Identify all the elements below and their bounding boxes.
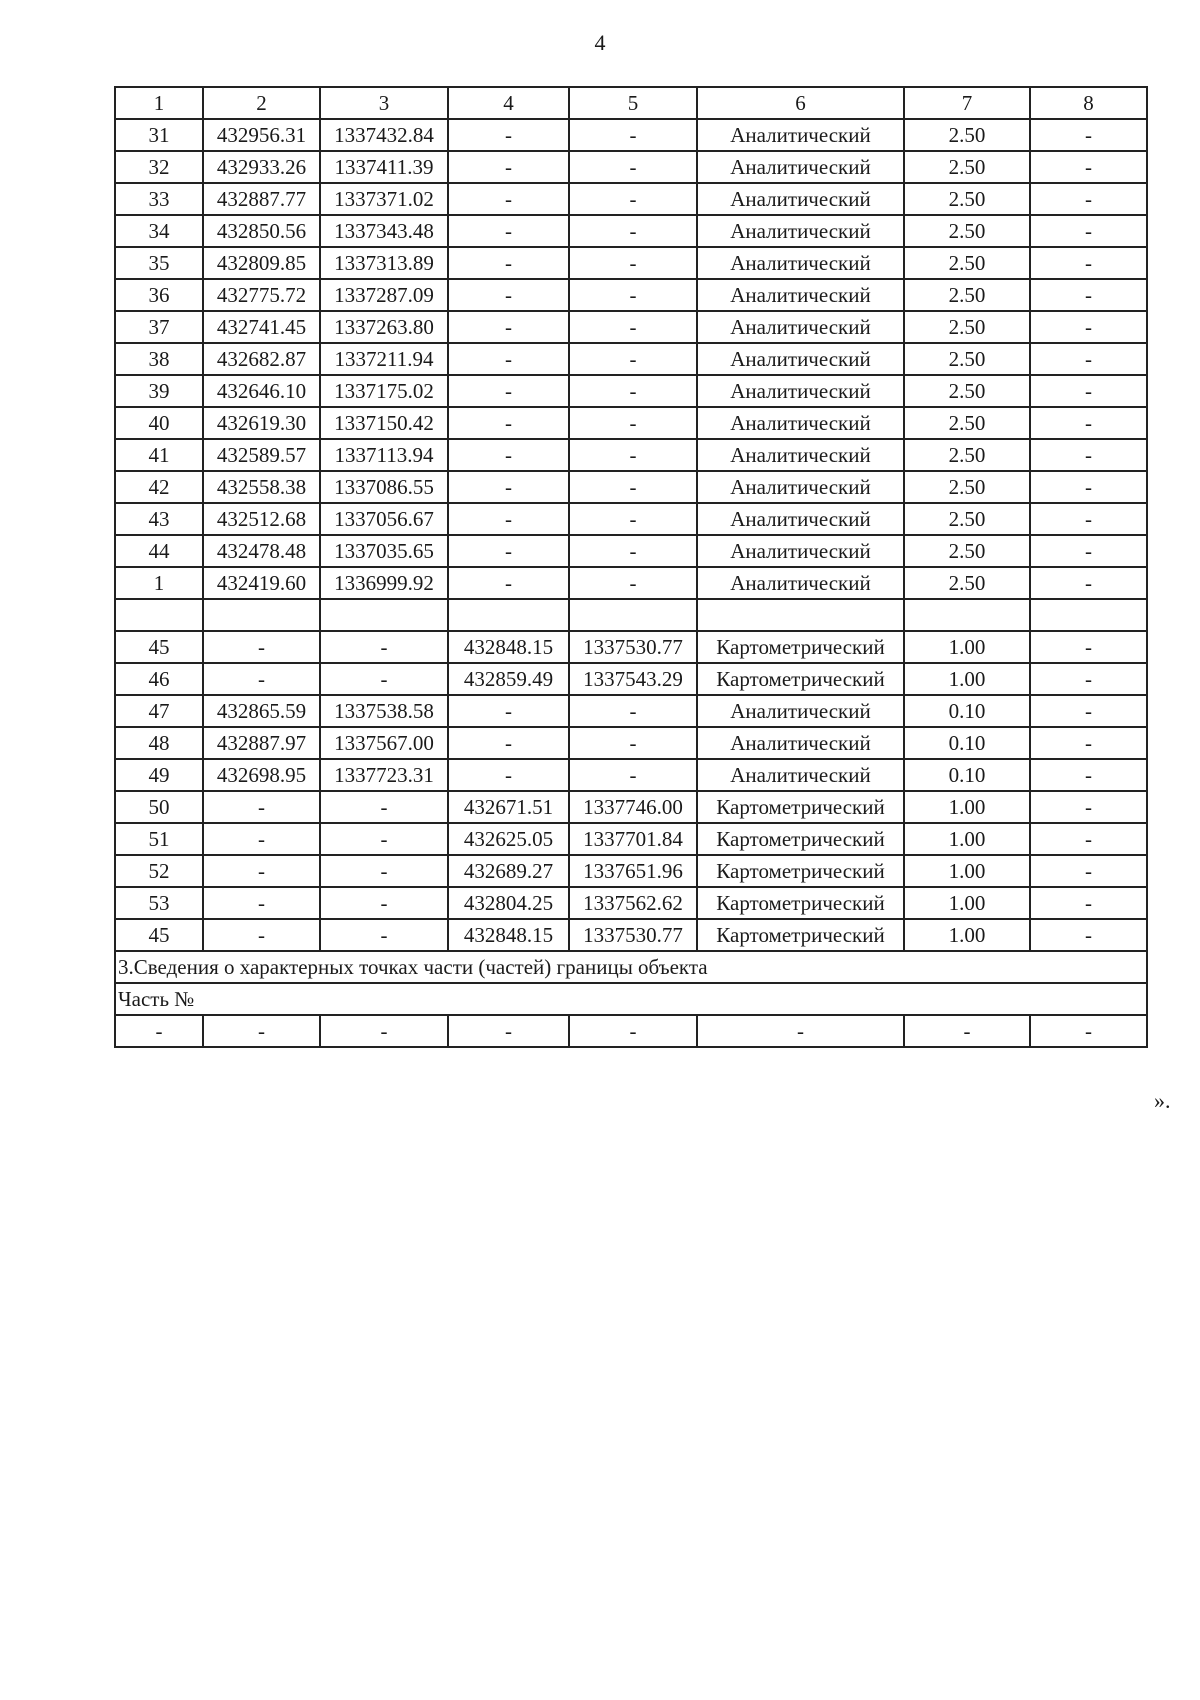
table-cell (115, 599, 203, 631)
table-cell: - (1030, 823, 1147, 855)
page-number: 4 (594, 30, 606, 55)
table-cell: - (448, 439, 569, 471)
table-row (115, 631, 1147, 663)
table-cell: 49 (115, 759, 203, 791)
table-cell: 2.50 (904, 119, 1030, 151)
table-cell: 1.00 (904, 631, 1030, 663)
table-cell: 1.00 (904, 663, 1030, 695)
table-cell: 0.10 (904, 727, 1030, 759)
table-cell: 432775.72 (203, 279, 320, 311)
table-cell: 2.50 (904, 375, 1030, 407)
table-cell: - (569, 471, 697, 503)
table-cell: 1337701.84 (569, 823, 697, 855)
table-cell: 432809.85 (203, 247, 320, 279)
table-cell: - (1030, 887, 1147, 919)
table-cell: 1337175.02 (320, 375, 448, 407)
table-cell: 1337113.94 (320, 439, 448, 471)
table-cell: 36 (115, 279, 203, 311)
table-cell: - (569, 695, 697, 727)
table-cell: - (1030, 119, 1147, 151)
table-cell: 43 (115, 503, 203, 535)
table-cell: - (1030, 215, 1147, 247)
table-row (115, 855, 1147, 887)
table-cell: - (448, 279, 569, 311)
table-cell: - (1030, 375, 1147, 407)
table-cell: - (1030, 567, 1147, 599)
table-cell: Аналитический (697, 311, 904, 343)
table-cell: - (320, 823, 448, 855)
table-cell: 432671.51 (448, 791, 569, 823)
table-cell: Картометрический (697, 823, 904, 855)
table-cell (569, 599, 697, 631)
table-cell: 432741.45 (203, 311, 320, 343)
table-row (115, 535, 1147, 567)
table-row (115, 471, 1147, 503)
part-label-row (115, 983, 1147, 1015)
table-cell: 3 (320, 87, 448, 119)
table-cell: Картометрический (697, 919, 904, 951)
table-cell: 47 (115, 695, 203, 727)
table-cell: - (448, 407, 569, 439)
table-row (115, 119, 1147, 151)
table-row (115, 151, 1147, 183)
table-cell: - (448, 247, 569, 279)
table-cell: Картометрический (697, 887, 904, 919)
table-cell: 2 (203, 87, 320, 119)
table-cell: - (203, 791, 320, 823)
table-cell: 1337086.55 (320, 471, 448, 503)
table-cell: 432478.48 (203, 535, 320, 567)
table-row (115, 407, 1147, 439)
table-cell: - (448, 343, 569, 375)
table-row (115, 759, 1147, 791)
table-cell: Аналитический (697, 439, 904, 471)
table-cell: - (569, 439, 697, 471)
table-cell: 4 (448, 87, 569, 119)
table-row (115, 663, 1147, 695)
table-cell: Картометрический (697, 791, 904, 823)
table-cell: - (1030, 183, 1147, 215)
table-cell: 50 (115, 791, 203, 823)
table-cell: 48 (115, 727, 203, 759)
table-cell: - (1030, 855, 1147, 887)
table-cell: - (904, 1015, 1030, 1047)
table-cell: 432646.10 (203, 375, 320, 407)
table-cell: 2.50 (904, 535, 1030, 567)
table-cell: - (1030, 631, 1147, 663)
table-cell: - (569, 183, 697, 215)
table-cell: Аналитический (697, 215, 904, 247)
table-cell (320, 599, 448, 631)
table-cell: - (569, 375, 697, 407)
table-cell: 1337746.00 (569, 791, 697, 823)
table-cell: - (569, 151, 697, 183)
table-cell: - (1030, 503, 1147, 535)
table-cell: 40 (115, 407, 203, 439)
table-cell: 2.50 (904, 567, 1030, 599)
table-cell: 51 (115, 823, 203, 855)
table-row (115, 215, 1147, 247)
table-cell: 2.50 (904, 247, 1030, 279)
table-cell: 1337530.77 (569, 919, 697, 951)
table-cell: - (569, 727, 697, 759)
table-cell: Аналитический (697, 759, 904, 791)
table-row (115, 1015, 1147, 1047)
table-cell: 1.00 (904, 919, 1030, 951)
table-cell: 42 (115, 471, 203, 503)
table-row (115, 247, 1147, 279)
table-cell: 432848.15 (448, 631, 569, 663)
table-cell: - (203, 919, 320, 951)
table-cell: - (1030, 919, 1147, 951)
table-cell: - (320, 919, 448, 951)
table-cell: 1 (115, 87, 203, 119)
table-cell: - (448, 695, 569, 727)
table-cell: - (320, 1015, 448, 1047)
table-row (115, 183, 1147, 215)
table-cell: 432619.30 (203, 407, 320, 439)
table-cell: 1337530.77 (569, 631, 697, 663)
table-row (115, 919, 1147, 951)
table-cell (448, 599, 569, 631)
table-cell: Аналитический (697, 375, 904, 407)
closing-quote: ». (1154, 1088, 1171, 1113)
table-cell: 2.50 (904, 503, 1030, 535)
table-cell: 1337543.29 (569, 663, 697, 695)
table-row (115, 791, 1147, 823)
table-cell: - (1030, 535, 1147, 567)
table-cell: - (203, 1015, 320, 1047)
table-cell: 39 (115, 375, 203, 407)
table-cell: - (448, 119, 569, 151)
table-cell: 1337562.62 (569, 887, 697, 919)
table-cell: 1337211.94 (320, 343, 448, 375)
table-cell: 432804.25 (448, 887, 569, 919)
table-cell: - (1030, 791, 1147, 823)
table-cell: - (448, 503, 569, 535)
table-cell: 1337150.42 (320, 407, 448, 439)
table-cell: Аналитический (697, 503, 904, 535)
table-cell: 432589.57 (203, 439, 320, 471)
table-cell: 432419.60 (203, 567, 320, 599)
table-cell: - (448, 759, 569, 791)
section-title-row (115, 951, 1147, 983)
table-row (115, 343, 1147, 375)
table-cell: 53 (115, 887, 203, 919)
table-cell: - (569, 279, 697, 311)
table-cell: 7 (904, 87, 1030, 119)
table-cell: Картометрический (697, 663, 904, 695)
table-cell: Аналитический (697, 567, 904, 599)
table-cell: - (1030, 151, 1147, 183)
table-cell: - (569, 407, 697, 439)
table-cell: 1337263.80 (320, 311, 448, 343)
table-cell: - (569, 1015, 697, 1047)
table-cell: - (1030, 1015, 1147, 1047)
table-cell: 2.50 (904, 279, 1030, 311)
table-cell: 6 (697, 87, 904, 119)
table-cell: - (448, 535, 569, 567)
table-cell: Аналитический (697, 151, 904, 183)
table-cell: 432625.05 (448, 823, 569, 855)
table-row (115, 439, 1147, 471)
table-cell: 1337432.84 (320, 119, 448, 151)
table-cell: 2.50 (904, 407, 1030, 439)
table-cell: Аналитический (697, 279, 904, 311)
table-cell: - (1030, 343, 1147, 375)
table-cell: 432887.97 (203, 727, 320, 759)
table-row (115, 727, 1147, 759)
table-cell: - (203, 887, 320, 919)
coordinates-table (114, 86, 1148, 1048)
table-cell: - (1030, 439, 1147, 471)
table-cell: 41 (115, 439, 203, 471)
table-cell: - (1030, 247, 1147, 279)
table-cell: 33 (115, 183, 203, 215)
table-cell: - (569, 343, 697, 375)
table-cell: - (203, 855, 320, 887)
table-cell: - (448, 1015, 569, 1047)
table-cell: Аналитический (697, 247, 904, 279)
table-cell: 2.50 (904, 183, 1030, 215)
table-cell: 0.10 (904, 695, 1030, 727)
table-cell: 432850.56 (203, 215, 320, 247)
table-cell: 1337343.48 (320, 215, 448, 247)
table-cell: - (320, 631, 448, 663)
table-cell: - (1030, 759, 1147, 791)
table-cell: 432848.15 (448, 919, 569, 951)
table-cell: 31 (115, 119, 203, 151)
table-cell: 1.00 (904, 791, 1030, 823)
table-cell: - (1030, 695, 1147, 727)
table-cell: - (203, 631, 320, 663)
table-cell: 432933.26 (203, 151, 320, 183)
table-body (115, 87, 1147, 1047)
table-row (115, 279, 1147, 311)
table-cell: 1337538.58 (320, 695, 448, 727)
header-row (115, 87, 1147, 119)
table-cell: 44 (115, 535, 203, 567)
table-cell: - (448, 567, 569, 599)
table-cell (203, 599, 320, 631)
table-cell: 2.50 (904, 151, 1030, 183)
table-cell: 1336999.92 (320, 567, 448, 599)
table-cell: 5 (569, 87, 697, 119)
table-cell: Аналитический (697, 407, 904, 439)
table-cell: Аналитический (697, 183, 904, 215)
table-cell: 32 (115, 151, 203, 183)
table-cell: - (203, 663, 320, 695)
table-cell: 432689.27 (448, 855, 569, 887)
table-cell: 1337056.67 (320, 503, 448, 535)
table-cell: - (569, 535, 697, 567)
table-cell: Аналитический (697, 727, 904, 759)
table-cell: - (448, 183, 569, 215)
table-cell: Картометрический (697, 631, 904, 663)
table-cell: Аналитический (697, 343, 904, 375)
table-cell: - (569, 311, 697, 343)
table-cell: 1337723.31 (320, 759, 448, 791)
table-cell: 37 (115, 311, 203, 343)
table-cell: 2.50 (904, 311, 1030, 343)
table-cell: - (320, 887, 448, 919)
table-cell: 2.50 (904, 439, 1030, 471)
part-label-row-text: Часть № (115, 983, 1147, 1015)
table-cell: 432887.77 (203, 183, 320, 215)
table-cell: - (1030, 279, 1147, 311)
table-cell: - (1030, 727, 1147, 759)
table-cell: - (569, 247, 697, 279)
table-cell: - (448, 471, 569, 503)
table-cell: 432512.68 (203, 503, 320, 535)
table-cell: 1337411.39 (320, 151, 448, 183)
table-cell: 0.10 (904, 759, 1030, 791)
table-cell: 1337035.65 (320, 535, 448, 567)
table-row (115, 823, 1147, 855)
table-cell (1030, 599, 1147, 631)
table-cell: 1337567.00 (320, 727, 448, 759)
table-cell: 38 (115, 343, 203, 375)
table-cell: 1 (115, 567, 203, 599)
table-cell: Картометрический (697, 855, 904, 887)
table-cell (904, 599, 1030, 631)
table-cell: Аналитический (697, 119, 904, 151)
table-cell: - (569, 119, 697, 151)
table-cell: 35 (115, 247, 203, 279)
table-cell: 45 (115, 631, 203, 663)
table-cell: - (1030, 471, 1147, 503)
table-cell: - (1030, 663, 1147, 695)
table-cell: - (1030, 407, 1147, 439)
table-cell: 1337371.02 (320, 183, 448, 215)
table-cell: 52 (115, 855, 203, 887)
table-row (115, 695, 1147, 727)
table-cell: - (448, 311, 569, 343)
table-cell: 45 (115, 919, 203, 951)
table-row (115, 567, 1147, 599)
section-title-row-text: 3.Сведения о характерных точках части (частей) границы объекта (115, 951, 1147, 983)
table-row (115, 599, 1147, 631)
table-cell: Аналитический (697, 535, 904, 567)
table-cell: - (448, 215, 569, 247)
table-cell: 8 (1030, 87, 1147, 119)
table-cell: - (320, 791, 448, 823)
table-cell: - (203, 823, 320, 855)
table-cell: 1.00 (904, 823, 1030, 855)
table-cell: Аналитический (697, 695, 904, 727)
table-cell: 432859.49 (448, 663, 569, 695)
table-cell: - (448, 727, 569, 759)
table-cell: 432865.59 (203, 695, 320, 727)
table-cell: 34 (115, 215, 203, 247)
table-cell: - (569, 567, 697, 599)
table-row (115, 503, 1147, 535)
table-cell: - (448, 151, 569, 183)
table-cell: - (115, 1015, 203, 1047)
table-cell: - (569, 759, 697, 791)
table-cell: - (320, 663, 448, 695)
table-cell: 432682.87 (203, 343, 320, 375)
table-cell: 2.50 (904, 343, 1030, 375)
table-cell: - (697, 1015, 904, 1047)
table-cell: - (569, 503, 697, 535)
table-row (115, 887, 1147, 919)
table-cell: Аналитический (697, 471, 904, 503)
table-cell: 1.00 (904, 887, 1030, 919)
table-cell: 432956.31 (203, 119, 320, 151)
table-cell: - (569, 215, 697, 247)
table-cell: 1337287.09 (320, 279, 448, 311)
table-cell: - (448, 375, 569, 407)
table-cell: 432698.95 (203, 759, 320, 791)
table-cell: 1337313.89 (320, 247, 448, 279)
table-cell: 2.50 (904, 471, 1030, 503)
table-cell (697, 599, 904, 631)
table-cell: - (320, 855, 448, 887)
table-row (115, 375, 1147, 407)
table-cell: 46 (115, 663, 203, 695)
table-cell: 2.50 (904, 215, 1030, 247)
table-cell: 432558.38 (203, 471, 320, 503)
table-cell: 1337651.96 (569, 855, 697, 887)
table-cell: - (1030, 311, 1147, 343)
table-cell: 1.00 (904, 855, 1030, 887)
table-row (115, 311, 1147, 343)
